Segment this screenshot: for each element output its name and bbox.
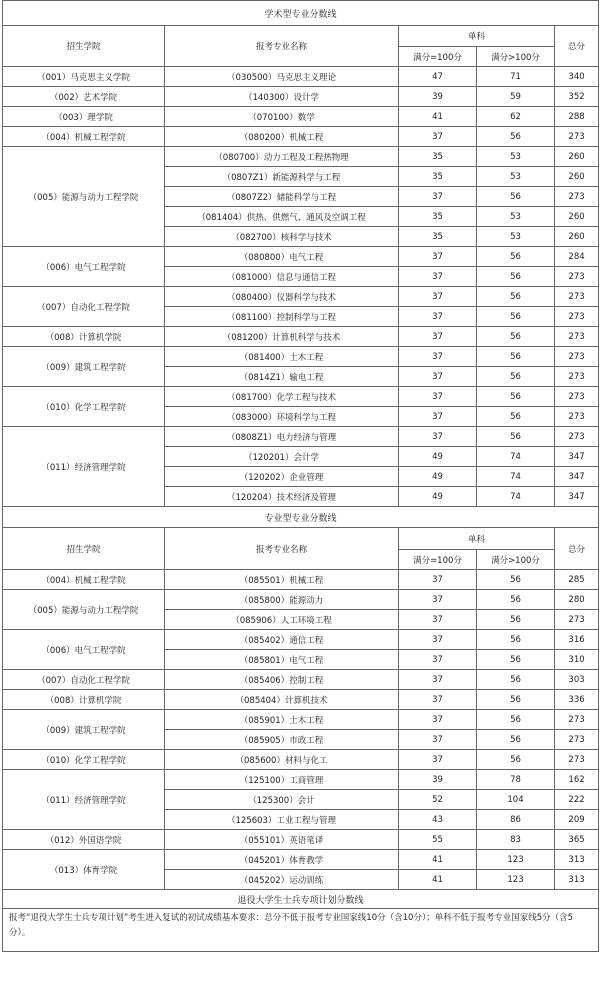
single-100-cell: 41	[399, 107, 477, 127]
header-college: 招生学院	[3, 26, 165, 67]
single-gt100-cell: 86	[477, 810, 555, 830]
college-cell: （008）计算机学院	[3, 327, 165, 347]
single-100-cell: 37	[399, 367, 477, 387]
college-cell: （009）建筑工程学院	[3, 710, 165, 750]
header-full100: 满分=100分	[399, 47, 477, 67]
header-full-gt100: 满分>100分	[477, 47, 555, 67]
major-cell: （085600）材料与化工	[165, 750, 399, 770]
single-gt100-cell: 74	[477, 447, 555, 467]
single-100-cell: 37	[399, 750, 477, 770]
college-cell: （002）艺术学院	[3, 87, 165, 107]
total-cell: 273	[555, 387, 599, 407]
single-100-cell: 37	[399, 610, 477, 630]
single-gt100-cell: 62	[477, 107, 555, 127]
score-line-table	[2, 0, 599, 952]
single-100-cell: 37	[399, 347, 477, 367]
single-gt100-cell: 56	[477, 327, 555, 347]
single-100-cell: 37	[399, 407, 477, 427]
total-cell: 222	[555, 790, 599, 810]
single-gt100-cell: 56	[477, 710, 555, 730]
total-cell: 273	[555, 187, 599, 207]
major-cell: （081100）控制科学与工程	[165, 307, 399, 327]
major-cell: （080800）电气工程	[165, 247, 399, 267]
total-cell: 209	[555, 810, 599, 830]
header-major: 报考专业名称	[165, 26, 399, 67]
single-100-cell: 37	[399, 630, 477, 650]
single-100-cell: 39	[399, 770, 477, 790]
single-100-cell: 41	[399, 850, 477, 870]
single-100-cell: 37	[399, 127, 477, 147]
major-cell: （081700）化学工程与技术	[165, 387, 399, 407]
college-cell: （003）理学院	[3, 107, 165, 127]
single-gt100-cell: 56	[477, 670, 555, 690]
major-cell: （081000）信息与通信工程	[165, 267, 399, 287]
total-cell: 303	[555, 670, 599, 690]
total-cell: 273	[555, 367, 599, 387]
major-cell: （120202）企业管理	[165, 467, 399, 487]
major-cell: （0808Z1）电力经济与管理	[165, 427, 399, 447]
professional-section-title: 专业型专业分数线	[3, 507, 599, 528]
total-cell: 273	[555, 730, 599, 750]
total-cell: 273	[555, 267, 599, 287]
total-cell: 273	[555, 407, 599, 427]
single-gt100-cell: 56	[477, 427, 555, 447]
single-100-cell: 41	[399, 870, 477, 890]
single-gt100-cell: 56	[477, 407, 555, 427]
total-cell: 260	[555, 147, 599, 167]
major-cell: （070100）数学	[165, 107, 399, 127]
single-gt100-cell: 74	[477, 467, 555, 487]
total-cell: 285	[555, 570, 599, 590]
college-cell: （004）机械工程学院	[3, 127, 165, 147]
college-cell: （006）电气工程学院	[3, 247, 165, 287]
total-cell: 260	[555, 227, 599, 247]
single-gt100-cell: 56	[477, 187, 555, 207]
total-cell: 352	[555, 87, 599, 107]
major-cell: （125100）工商管理	[165, 770, 399, 790]
single-100-cell: 37	[399, 307, 477, 327]
single-100-cell: 52	[399, 790, 477, 810]
single-gt100-cell: 56	[477, 287, 555, 307]
header-full-gt100: 满分>100分	[477, 550, 555, 570]
major-cell: （0807Z1）新能源科学与工程	[165, 167, 399, 187]
total-cell: 313	[555, 870, 599, 890]
college-cell: （007）自动化工程学院	[3, 670, 165, 690]
single-gt100-cell: 56	[477, 387, 555, 407]
major-cell: （055101）英语笔译	[165, 830, 399, 850]
single-100-cell: 35	[399, 227, 477, 247]
major-cell: （120201）会计学	[165, 447, 399, 467]
major-cell: （0807Z2）储能科学与工程	[165, 187, 399, 207]
major-cell: （085501）机械工程	[165, 570, 399, 590]
single-gt100-cell: 56	[477, 650, 555, 670]
major-cell: （081404）供热、供燃气、通风及空调工程	[165, 207, 399, 227]
single-gt100-cell: 123	[477, 870, 555, 890]
major-cell: （082700）核科学与技术	[165, 227, 399, 247]
single-100-cell: 49	[399, 467, 477, 487]
major-cell: （085906）人工环境工程	[165, 610, 399, 630]
single-100-cell: 43	[399, 810, 477, 830]
college-cell: （010）化学工程学院	[3, 750, 165, 770]
single-gt100-cell: 83	[477, 830, 555, 850]
total-cell: 347	[555, 487, 599, 507]
major-cell: （125603）工业工程与管理	[165, 810, 399, 830]
header-total: 总分	[555, 528, 599, 570]
major-cell: （030500）马克思主义理论	[165, 67, 399, 87]
college-cell: （008）计算机学院	[3, 690, 165, 710]
college-cell: （010）化学工程学院	[3, 387, 165, 427]
single-100-cell: 35	[399, 167, 477, 187]
single-gt100-cell: 56	[477, 630, 555, 650]
total-cell: 260	[555, 167, 599, 187]
single-100-cell: 37	[399, 650, 477, 670]
total-cell: 273	[555, 610, 599, 630]
single-gt100-cell: 56	[477, 750, 555, 770]
college-cell: （009）建筑工程学院	[3, 347, 165, 387]
major-cell: （120204）技术经济及管理	[165, 487, 399, 507]
single-100-cell: 39	[399, 87, 477, 107]
single-gt100-cell: 56	[477, 690, 555, 710]
single-gt100-cell: 123	[477, 850, 555, 870]
header-total: 总分	[555, 26, 599, 67]
single-gt100-cell: 53	[477, 167, 555, 187]
single-100-cell: 37	[399, 670, 477, 690]
academic-section-title: 学术型专业分数线	[3, 1, 599, 26]
total-cell: 273	[555, 347, 599, 367]
single-gt100-cell: 53	[477, 207, 555, 227]
major-cell: （045202）运动训练	[165, 870, 399, 890]
major-cell: （125300）会计	[165, 790, 399, 810]
single-gt100-cell: 56	[477, 590, 555, 610]
single-gt100-cell: 56	[477, 307, 555, 327]
single-gt100-cell: 74	[477, 487, 555, 507]
single-gt100-cell: 78	[477, 770, 555, 790]
college-cell: （011）经济管理学院	[3, 427, 165, 507]
college-cell: （004）机械工程学院	[3, 570, 165, 590]
single-gt100-cell: 56	[477, 267, 555, 287]
single-gt100-cell: 56	[477, 570, 555, 590]
total-cell: 260	[555, 207, 599, 227]
single-100-cell: 37	[399, 590, 477, 610]
total-cell: 310	[555, 650, 599, 670]
major-cell: （085901）土木工程	[165, 710, 399, 730]
major-cell: （080400）仪器科学与技术	[165, 287, 399, 307]
college-cell: （012）外国语学院	[3, 830, 165, 850]
total-cell: 280	[555, 590, 599, 610]
header-college: 招生学院	[3, 528, 165, 570]
major-cell: （080700）动力工程及工程热物理	[165, 147, 399, 167]
header-single: 单科	[399, 528, 555, 550]
single-gt100-cell: 59	[477, 87, 555, 107]
major-cell: （085402）通信工程	[165, 630, 399, 650]
major-cell: （085404）计算机技术	[165, 690, 399, 710]
total-cell: 316	[555, 630, 599, 650]
veteran-section-title: 退役大学生士兵专项计划分数线	[3, 890, 599, 909]
single-gt100-cell: 56	[477, 127, 555, 147]
total-cell: 273	[555, 307, 599, 327]
total-cell: 273	[555, 127, 599, 147]
header-single: 单科	[399, 26, 555, 47]
total-cell: 273	[555, 327, 599, 347]
single-100-cell: 49	[399, 487, 477, 507]
single-100-cell: 37	[399, 247, 477, 267]
major-cell: （085406）控制工程	[165, 670, 399, 690]
single-100-cell: 37	[399, 287, 477, 307]
total-cell: 288	[555, 107, 599, 127]
total-cell: 340	[555, 67, 599, 87]
single-gt100-cell: 56	[477, 247, 555, 267]
single-100-cell: 55	[399, 830, 477, 850]
major-cell: （081200）计算机科学与技术	[165, 327, 399, 347]
single-gt100-cell: 56	[477, 347, 555, 367]
single-100-cell: 37	[399, 427, 477, 447]
major-cell: （080200）机械工程	[165, 127, 399, 147]
single-gt100-cell: 56	[477, 610, 555, 630]
single-gt100-cell: 71	[477, 67, 555, 87]
major-cell: （083000）环境科学与工程	[165, 407, 399, 427]
single-100-cell: 47	[399, 67, 477, 87]
major-cell: （085905）市政工程	[165, 730, 399, 750]
total-cell: 313	[555, 850, 599, 870]
single-100-cell: 35	[399, 207, 477, 227]
college-cell: （007）自动化工程学院	[3, 287, 165, 327]
college-cell: （005）能源与动力工程学院	[3, 147, 165, 247]
total-cell: 347	[555, 447, 599, 467]
college-cell: （011）经济管理学院	[3, 770, 165, 830]
single-gt100-cell: 104	[477, 790, 555, 810]
single-100-cell: 37	[399, 327, 477, 347]
total-cell: 273	[555, 750, 599, 770]
single-gt100-cell: 53	[477, 227, 555, 247]
single-100-cell: 37	[399, 267, 477, 287]
single-100-cell: 37	[399, 730, 477, 750]
college-cell: （005）能源与动力工程学院	[3, 590, 165, 630]
total-cell: 273	[555, 287, 599, 307]
major-cell: （140300）设计学	[165, 87, 399, 107]
header-major: 报考专业名称	[165, 528, 399, 570]
major-cell: （085801）电气工程	[165, 650, 399, 670]
single-gt100-cell: 53	[477, 147, 555, 167]
college-cell: （001）马克思主义学院	[3, 67, 165, 87]
single-100-cell: 37	[399, 710, 477, 730]
single-100-cell: 37	[399, 387, 477, 407]
total-cell: 336	[555, 690, 599, 710]
single-100-cell: 37	[399, 187, 477, 207]
major-cell: （081400）土木工程	[165, 347, 399, 367]
single-gt100-cell: 56	[477, 730, 555, 750]
total-cell: 347	[555, 467, 599, 487]
college-cell: （013）体育学院	[3, 850, 165, 890]
total-cell: 284	[555, 247, 599, 267]
total-cell: 365	[555, 830, 599, 850]
veteran-note: 报考“退役大学生士兵专项计划”考生进入复试的初试成绩基本要求：总分不低于报考专业国家线10分（含10分）；单科不低于报考专业国家线5分（含5分）。	[3, 909, 599, 952]
major-cell: （085800）能源动力	[165, 590, 399, 610]
total-cell: 273	[555, 427, 599, 447]
single-100-cell: 37	[399, 690, 477, 710]
major-cell: （0814Z1）输电工程	[165, 367, 399, 387]
single-gt100-cell: 56	[477, 367, 555, 387]
total-cell: 162	[555, 770, 599, 790]
college-cell: （006）电气工程学院	[3, 630, 165, 670]
total-cell: 273	[555, 710, 599, 730]
single-100-cell: 37	[399, 570, 477, 590]
single-100-cell: 35	[399, 147, 477, 167]
header-full100: 满分=100分	[399, 550, 477, 570]
major-cell: （045201）体育教学	[165, 850, 399, 870]
single-100-cell: 49	[399, 447, 477, 467]
